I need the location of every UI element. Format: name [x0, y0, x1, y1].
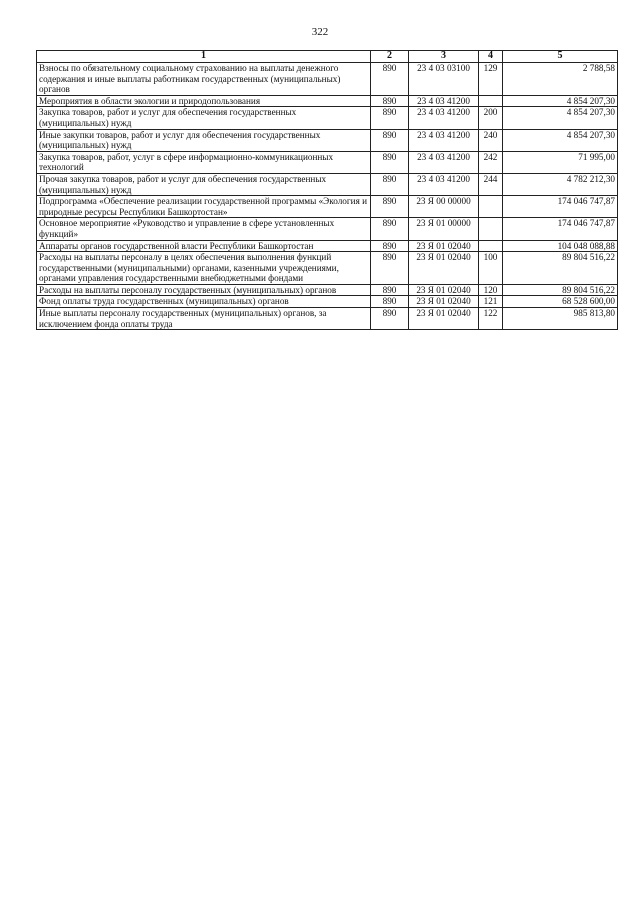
- row-amount-cell: 89 804 516,22: [503, 284, 618, 296]
- column-header-code: 3: [409, 51, 479, 63]
- row-type-cell: [479, 196, 503, 218]
- row-ministry-cell: 890: [371, 173, 409, 195]
- row-type-cell: 121: [479, 296, 503, 308]
- row-ministry-cell: 890: [371, 308, 409, 330]
- column-header-amount: 5: [503, 51, 618, 63]
- row-amount-cell: 174 046 747,87: [503, 196, 618, 218]
- row-amount-cell: 4 854 207,30: [503, 107, 618, 129]
- row-name-cell: Прочая закупка товаров, работ и услуг для обеспечения государственных (муниципальных) нужд: [37, 173, 371, 195]
- row-code-cell: 23 4 03 41200: [409, 151, 479, 173]
- table-header-row: [37, 51, 618, 63]
- row-name-cell: Взносы по обязательному социальному страхованию на выплаты денежного содержания и иные выплаты работникам государственных (муниципальных) органов: [37, 63, 371, 96]
- row-amount-cell: 71 995,00: [503, 151, 618, 173]
- table-row: [37, 296, 618, 308]
- row-name-cell: Закупка товаров, работ, услуг в сфере информационно-коммуникационных технологий: [37, 151, 371, 173]
- row-code-cell: 23 Я 01 02040: [409, 284, 479, 296]
- table-row: [37, 284, 618, 296]
- row-type-cell: 200: [479, 107, 503, 129]
- table-row: [37, 63, 618, 96]
- row-amount-cell: 89 804 516,22: [503, 252, 618, 285]
- row-name-cell: Аппараты органов государственной власти Республики Башкортостан: [37, 240, 371, 252]
- table-row: [37, 173, 618, 195]
- table-row: [37, 218, 618, 240]
- row-ministry-cell: 890: [371, 95, 409, 107]
- table-row: [37, 107, 618, 129]
- row-name-cell: Мероприятия в области экологии и природопользования: [37, 95, 371, 107]
- column-header-name: 1: [37, 51, 371, 63]
- row-name-cell: Расходы на выплаты персоналу государственных (муниципальных) органов: [37, 284, 371, 296]
- row-ministry-cell: 890: [371, 151, 409, 173]
- row-name-cell: Основное мероприятие «Руководство и управление в сфере установленных функций»: [37, 218, 371, 240]
- row-name-cell: Фонд оплаты труда государственных (муниципальных) органов: [37, 296, 371, 308]
- row-name-cell: Закупка товаров, работ и услуг для обеспечения государственных (муниципальных) нужд: [37, 107, 371, 129]
- page-number: 322: [311, 26, 329, 38]
- row-code-cell: 23 Я 01 02040: [409, 296, 479, 308]
- table-row: [37, 95, 618, 107]
- row-amount-cell: 2 788,58: [503, 63, 618, 96]
- row-amount-cell: 174 046 747,87: [503, 218, 618, 240]
- row-code-cell: 23 4 03 41200: [409, 129, 479, 151]
- row-type-cell: 100: [479, 252, 503, 285]
- column-header-ministry: 2: [371, 51, 409, 63]
- row-code-cell: 23 4 03 03100: [409, 63, 479, 96]
- row-code-cell: 23 Я 01 02040: [409, 240, 479, 252]
- row-type-cell: 244: [479, 173, 503, 195]
- row-code-cell: 23 Я 01 02040: [409, 252, 479, 285]
- column-header-type: 4: [479, 51, 503, 63]
- row-amount-cell: 4 854 207,30: [503, 129, 618, 151]
- row-ministry-cell: 890: [371, 284, 409, 296]
- row-code-cell: 23 4 03 41200: [409, 95, 479, 107]
- row-code-cell: 23 Я 01 00000: [409, 218, 479, 240]
- row-ministry-cell: 890: [371, 218, 409, 240]
- budget-table: [36, 50, 618, 330]
- row-amount-cell: 985 813,80: [503, 308, 618, 330]
- table-row: [37, 308, 618, 330]
- row-amount-cell: 4 782 212,30: [503, 173, 618, 195]
- row-type-cell: [479, 218, 503, 240]
- row-ministry-cell: 890: [371, 63, 409, 96]
- row-type-cell: 120: [479, 284, 503, 296]
- row-type-cell: 242: [479, 151, 503, 173]
- row-name-cell: Подпрограмма «Обеспечение реализации государственной программы «Экология и природные ресурсы Республики Башкортостан»: [37, 196, 371, 218]
- row-code-cell: 23 Я 01 02040: [409, 308, 479, 330]
- row-ministry-cell: 890: [371, 107, 409, 129]
- row-type-cell: [479, 95, 503, 107]
- row-type-cell: 122: [479, 308, 503, 330]
- row-code-cell: 23 Я 00 00000: [409, 196, 479, 218]
- row-amount-cell: 68 528 600,00: [503, 296, 618, 308]
- row-ministry-cell: 890: [371, 129, 409, 151]
- row-type-cell: 129: [479, 63, 503, 96]
- row-ministry-cell: 890: [371, 296, 409, 308]
- row-amount-cell: 4 854 207,30: [503, 95, 618, 107]
- row-type-cell: 240: [479, 129, 503, 151]
- table-row: [37, 252, 618, 285]
- row-type-cell: [479, 240, 503, 252]
- row-amount-cell: 104 048 088,88: [503, 240, 618, 252]
- table-row: [37, 196, 618, 218]
- row-code-cell: 23 4 03 41200: [409, 173, 479, 195]
- row-name-cell: Расходы на выплаты персоналу в целях обеспечения выполнения функций государственными (муниципальными) органами, казенными учреждениями, органами управления государственными внебюджетными фондами: [37, 252, 371, 285]
- row-name-cell: Иные закупки товаров, работ и услуг для обеспечения государственных (муниципальных) нужд: [37, 129, 371, 151]
- row-name-cell: Иные выплаты персоналу государственных (муниципальных) органов, за исключением фонда оплаты труда: [37, 308, 371, 330]
- row-ministry-cell: 890: [371, 196, 409, 218]
- table-row: [37, 151, 618, 173]
- table-row: [37, 240, 618, 252]
- row-ministry-cell: 890: [371, 240, 409, 252]
- table-row: [37, 129, 618, 151]
- row-code-cell: 23 4 03 41200: [409, 107, 479, 129]
- row-ministry-cell: 890: [371, 252, 409, 285]
